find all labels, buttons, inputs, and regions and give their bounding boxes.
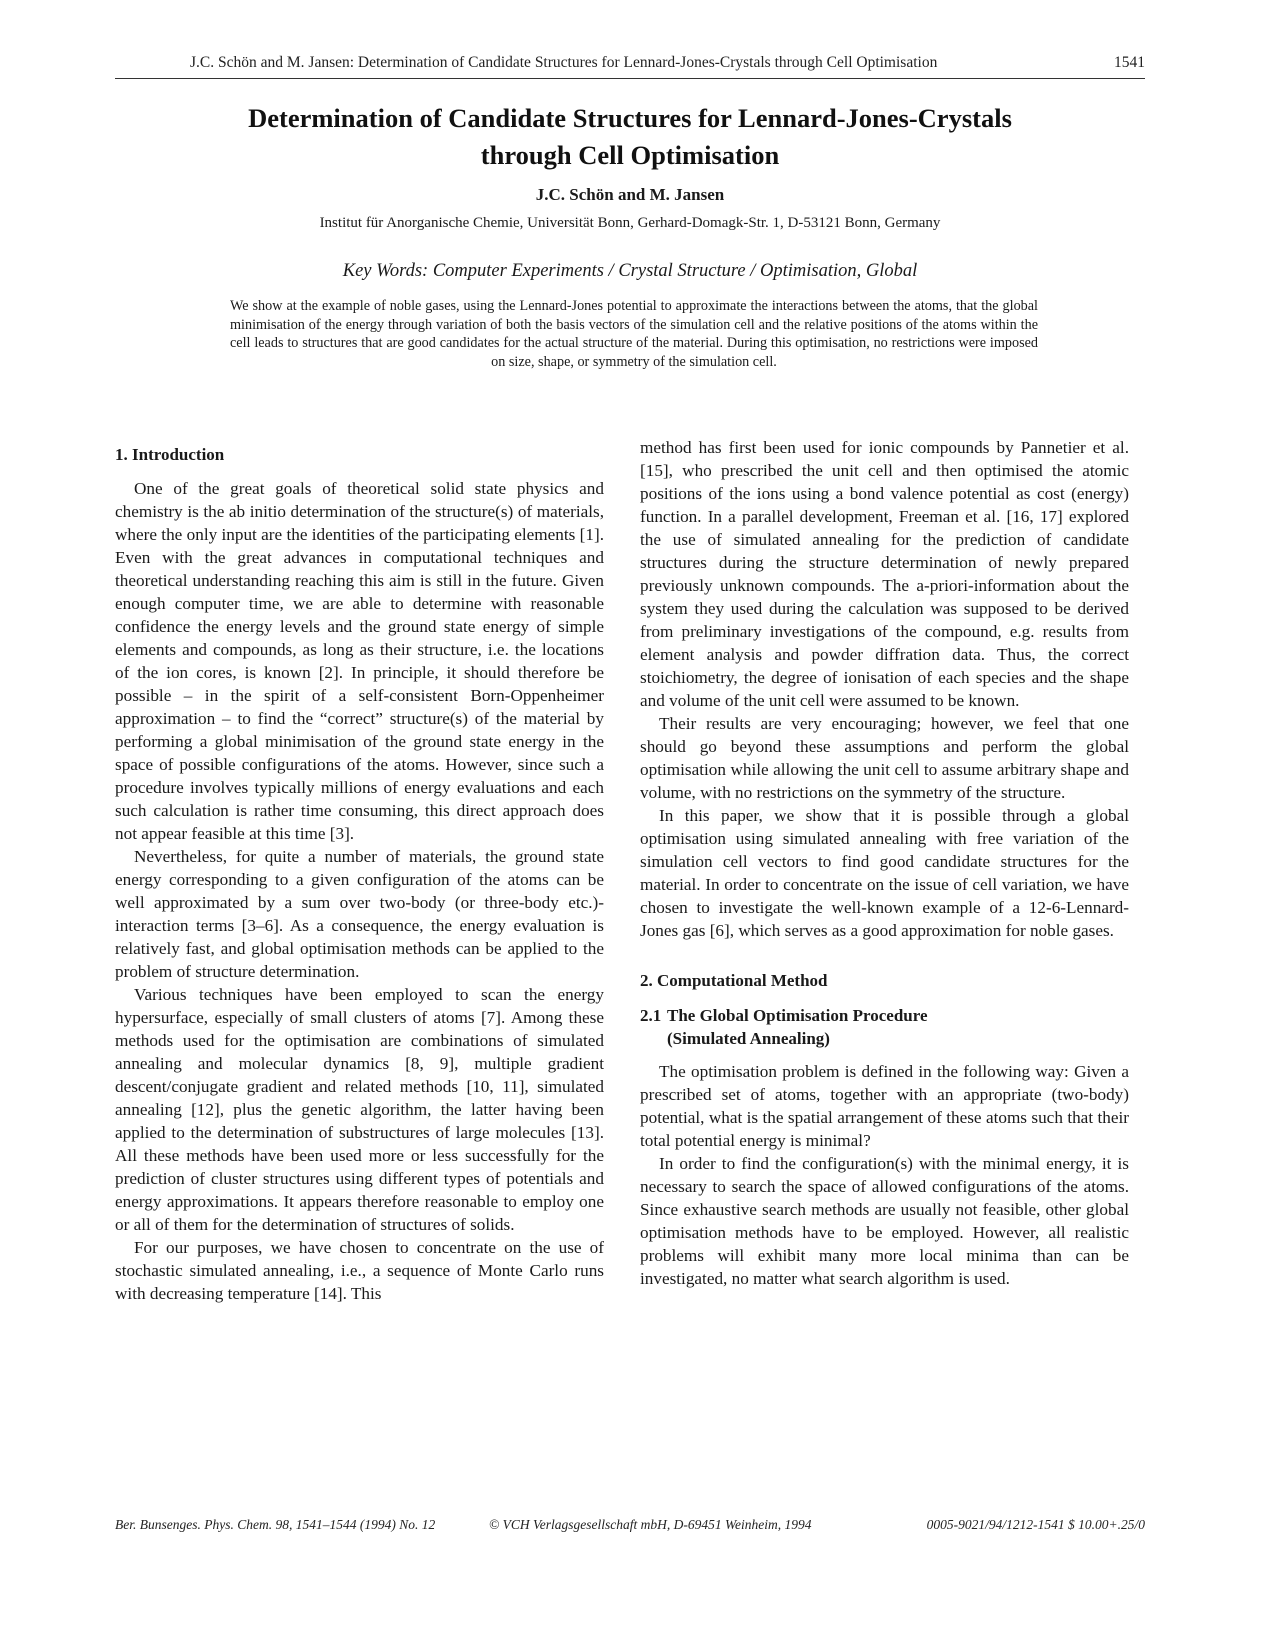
method-paragraph: In order to find the configuration(s) with the minimal energy, it is necessary to search the space of allowed configurations of the atoms. Since exhaustive search methods are usually not feasible, other global optimisation methods have to be employed. However, all realistic problems will exhibit many more local minima than can be investigated, no matter what search algorithm is used. [640, 1154, 1129, 1288]
abstract: We show at the example of noble gases, using the Lennard-Jones potential to approximate the interactions between the atoms, that the global minimisation of the energy through variation of both the basis vectors of the simulation cell and the relative positions of the atoms within the cell leads to structures that are good candidates for the actual structure of the material. During this optimisation, no restrictions were imposed on size, shape, or symmetry of the simulation cell. [230, 298, 1038, 370]
paper-title-line-1: Determination of Candidate Structures for Lennard-Jones-Crystals [248, 103, 1012, 133]
section-heading-computational-method: 2. Computational Method [640, 971, 828, 990]
subsection-number: 2.1 [640, 1006, 662, 1025]
subsection-title-line-2: (Simulated Annealing) [667, 1029, 830, 1048]
keywords: Key Words: Computer Experiments / Crystal Structure / Optimisation, Global [342, 261, 918, 281]
intro-paragraph: One of the great goals of theoretical solid state physics and chemistry is the ab initio determination of the structure(s) of materials, where the only input are the identities of the participating elements [1]. Even with the great advances in computational techniques and theoretical understanding reaching this aim is still in the future. Given enough computer time, we are able to determine with reasonable confidence the energy levels and the ground state energy of simple elements and compounds, as long as their structure, i.e. the locations of the ion cores, is known [2]. In principle, it should therefore be possible – in the spirit of a self-consistent Born-Oppenheimer approximation – to find the “correct” structure(s) of the material by performing a global minimisation of the ground state energy in the space of possible configurations of the atoms. However, since such a procedure involves typically millions of energy evaluations and each such calculation is rather time consuming, this direct approach does not appear feasible at this time [3]. [115, 479, 604, 843]
intro-paragraph: Nevertheless, for quite a number of materials, the ground state energy corresponding to a given configuration of the atoms can be well approximated by a sum over two-body (or three-body etc.)-interaction terms [3–6]. As a consequence, the energy evaluation is relatively fast, and global optimisation methods can be applied to the problem of structure determination. [115, 847, 604, 981]
affiliation: Institut für Anorganische Chemie, Universität Bonn, Gerhard-Domagk-Str. 1, D-53121 Bonn, Germany [319, 215, 941, 231]
paper-title-line-2: through Cell Optimisation [480, 140, 780, 170]
subsection-title-line-1: The Global Optimisation Procedure [667, 1006, 928, 1025]
section-heading-introduction: 1. Introduction [115, 445, 225, 464]
footer-publisher: © VCH Verlagsgesellschaft mbH, D-69451 Weinheim, 1994 [489, 1517, 812, 1532]
page-number: 1541 [1114, 54, 1145, 71]
intro-paragraph: Their results are very encouraging; however, we feel that one should go beyond these assumptions and perform the global optimisation while allowing the unit cell to assume arbitrary shape and volume, with no restrictions on the symmetry of the structure. [640, 714, 1129, 802]
left-column [115, 443, 604, 1305]
right-column [640, 436, 1129, 1290]
authors: J.C. Schön and M. Jansen [535, 185, 725, 204]
method-paragraph: The optimisation problem is defined in the following way: Given a prescribed set of atoms, together with an appropriate (two-body) potential, what is the spatial arrangement of these atoms such that their total potential energy is minimal? [640, 1062, 1129, 1150]
running-header-title: J.C. Schön and M. Jansen: Determination of Candidate Structures for Lennard-Jones-Crystals through Cell Optimisation [190, 54, 938, 71]
paper-title [115, 100, 1145, 174]
intro-paragraph-continued: method has first been used for ionic compounds by Pannetier et al. [15], who prescribed the unit cell and then optimised the atomic positions of the ions using a bond valence potential as cost (energy) function. In a parallel development, Freeman et al. [16, 17] explored the use of simulated annealing for the prediction of candidate structures during the structure determination of newly prepared previously unknown compounds. The a-priori-information about the system they used during the calculation was supposed to be derived from preliminary investigations of the compound, e.g. results from element analysis and powder diffration data. Thus, the correct stoichiometry, the degree of ionisation of each species and the shape and volume of the unit cell were assumed to be known. [640, 438, 1129, 710]
header-rule [115, 78, 1145, 79]
intro-paragraph: Various techniques have been employed to scan the energy hypersurface, especially of small clusters of atoms [7]. Among these methods used for the optimisation are combinations of simulated annealing and molecular dynamics [8, 9], multiple gradient descent/conjugate gradient and related methods [10, 11], simulated annealing [12], plus the genetic algorithm, the latter having been applied to the determination of substructures of large molecules [13]. All these methods have been used more or less successfully for the prediction of cluster structures using different types of potentials and energy approximations. It appears therefore reasonable to employ one or all of them for the determination of structures of solids. [115, 985, 604, 1234]
footer-code: 0005-9021/94/1212-1541 $ 10.00+.25/0 [926, 1517, 1145, 1532]
intro-paragraph: In this paper, we show that it is possible through a global optimisation using simulated annealing with free variation of the simulation cell vectors to find good candidate structures for the material. In order to concentrate on the issue of cell variation, we have chosen to investigate the well-known example of a 12-6-Lennard-Jones gas [6], which serves as a good approximation for noble gases. [640, 806, 1129, 940]
footer-journal: Ber. Bunsenges. Phys. Chem. 98, 1541–1544 (1994) No. 12 [115, 1517, 436, 1532]
intro-paragraph: For our purposes, we have chosen to concentrate on the use of stochastic simulated annealing, i.e., a sequence of Monte Carlo runs with decreasing temperature [14]. This [115, 1238, 604, 1303]
subsection-heading [640, 1004, 1129, 1050]
